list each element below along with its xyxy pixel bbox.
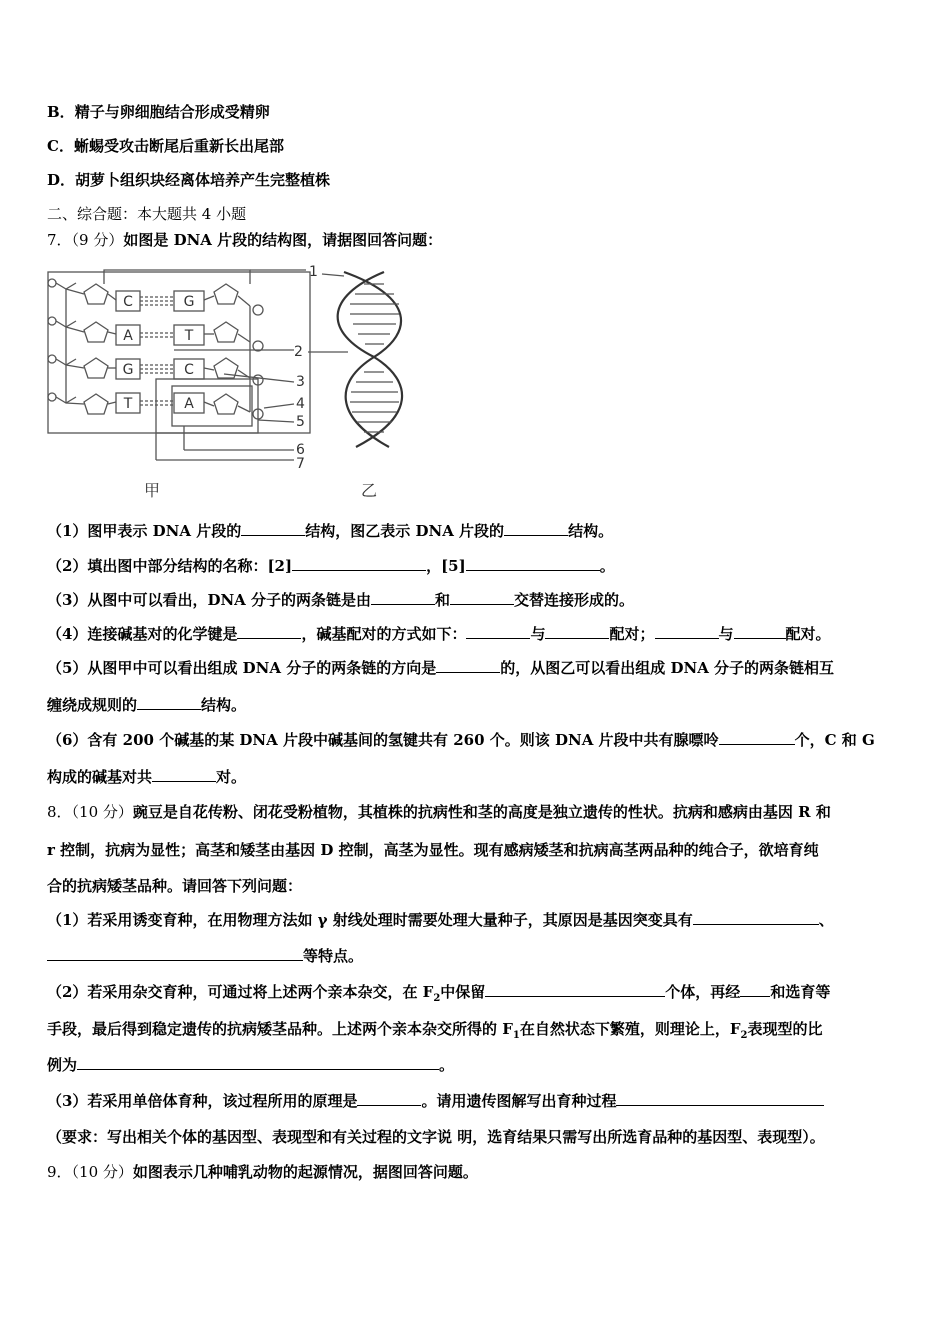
option-b: B．精子与卵细胞结合形成受精卵 bbox=[47, 103, 270, 121]
double-helix bbox=[338, 272, 402, 447]
blank bbox=[47, 946, 303, 961]
section-heading: 二、综合题：本大题共 4 小题 bbox=[47, 205, 247, 223]
q8-p2c: 例为 。 bbox=[47, 1056, 455, 1074]
label-5: 5 bbox=[296, 414, 305, 430]
blank bbox=[740, 982, 770, 997]
base-right-2: T bbox=[184, 328, 194, 344]
blank bbox=[137, 695, 201, 710]
label-3: 3 bbox=[296, 374, 305, 390]
base-right-3: C bbox=[184, 362, 194, 378]
label-6: 6 bbox=[296, 442, 305, 458]
blank bbox=[450, 590, 514, 605]
blank bbox=[292, 556, 426, 571]
base-left-4: T bbox=[123, 396, 133, 412]
q9-stem: 9．（10 分）如图表示几种哺乳动物的起源情况，据图回答问题。 bbox=[47, 1163, 478, 1181]
q8-p2a: （2）若采用杂交育种，可通过将上述两个亲本杂交，在 $F_2$中保留 个体，再经 和选育等 bbox=[47, 983, 831, 1004]
q8-p1b: 等特点。 bbox=[47, 946, 363, 966]
left-sugar-4 bbox=[84, 394, 108, 414]
base-left-3: G bbox=[122, 362, 134, 378]
q8-p2b: 手段，最后得到稳定遗传的抗病矮茎品种。上述两个亲本杂交所得的 $F_1$在自然状态下繁殖，则理论上，$F_2$表现型的比 bbox=[47, 1020, 823, 1041]
base-right-1: G bbox=[183, 294, 195, 310]
blank bbox=[357, 1091, 421, 1106]
q7-p2: （2）填出图中部分结构的名称：[2] ，[5] 。 bbox=[47, 557, 615, 575]
q7-p5a: （5）从图甲中可以看出组成 DNA 分子的两条链的方向是 的，从图乙可以看出组成 DNA 分子的两条链相互 bbox=[47, 659, 835, 677]
caption-yi: 乙 bbox=[361, 481, 378, 500]
blank bbox=[485, 982, 665, 997]
option-c: C．蜥蜴受攻击断尾后重新长出尾部 bbox=[47, 137, 284, 155]
label-7: 7 bbox=[296, 456, 305, 472]
caption-jia: 甲 bbox=[144, 481, 161, 500]
q7-p4: （4）连接碱基对的化学键是 ，碱基配对的方式如下： 与 配对； 与 配对。 bbox=[47, 625, 831, 643]
label-4: 4 bbox=[296, 396, 305, 412]
q7-stem: 7．（9 分）如图是 DNA 片段的结构图，请据图回答问题： bbox=[47, 231, 443, 249]
blank bbox=[504, 521, 568, 536]
blank bbox=[152, 767, 216, 782]
blank bbox=[545, 624, 609, 639]
blank bbox=[237, 624, 301, 639]
q8-p3a: （3）若采用单倍体育种，该过程所用的原理是 。请用遗传图解写出育种过程 bbox=[47, 1091, 824, 1111]
left-sugar-3 bbox=[84, 358, 108, 378]
box-7 bbox=[156, 379, 258, 433]
base-left-2: A bbox=[123, 328, 133, 344]
base-left-1: C bbox=[123, 294, 133, 310]
left-sugar-1 bbox=[84, 284, 108, 304]
blank bbox=[466, 624, 530, 639]
blank bbox=[436, 658, 500, 673]
blank bbox=[466, 556, 600, 571]
q7-p6b: 构成的碱基对共 对。 bbox=[47, 768, 247, 786]
base-right-4: A bbox=[184, 396, 194, 412]
blank bbox=[241, 521, 305, 536]
q7-p3: （3）从图中可以看出，DNA 分子的两条链是由 和 交替连接形成的。 bbox=[47, 591, 635, 609]
blank bbox=[734, 624, 786, 639]
blank bbox=[77, 1055, 439, 1070]
blank bbox=[719, 730, 795, 745]
q7-p6a: （6）含有 200 个碱基的某 DNA 片段中碱基间的氢键共有 260 个。则该 DNA 片段中共有腺嘌呤 个，C 和 G bbox=[47, 731, 875, 749]
option-d: D．胡萝卜组织块经离体培养产生完整植株 bbox=[47, 171, 331, 189]
blank bbox=[655, 624, 719, 639]
q8-line3: 合的抗病矮茎品种。请回答下列问题： bbox=[47, 877, 303, 895]
figure-outer-box bbox=[48, 272, 310, 433]
left-sugar-2 bbox=[84, 322, 108, 342]
dna-figure bbox=[44, 262, 424, 507]
label-1: 1 bbox=[309, 264, 318, 280]
blank bbox=[693, 910, 819, 925]
q8-line2: r 控制，抗病为显性；高茎和矮茎由基因 D 控制，高茎为显性。现有感病矮茎和抗病高茎两品种的纯合子，欲培育纯 bbox=[47, 841, 819, 859]
q7-p1: （1）图甲表示 DNA 片段的 结构，图乙表示 DNA 片段的 结构。 bbox=[47, 522, 614, 540]
q8-p3b: （要求：写出相关个体的基因型、表现型和有关过程的文字说 明，选育结果只需写出所选育品种的基因型、表现型）。 bbox=[47, 1128, 825, 1146]
q8-p1a: （1）若采用诱变育种，在用物理方法如 γ 射线处理时需要处理大量种子，其原因是基因突变具有 、 bbox=[47, 911, 834, 929]
label-2: 2 bbox=[294, 344, 303, 360]
q7-p5b: 缠绕成规则的 结构。 bbox=[47, 696, 247, 714]
q8-line1: 8．（10 分）豌豆是自花传粉、闭花受粉植物，其植株的抗病性和茎的高度是独立遗传的性状。抗病和感病由基因 R 和 bbox=[47, 803, 831, 821]
blank bbox=[371, 590, 435, 605]
blank bbox=[616, 1091, 824, 1106]
